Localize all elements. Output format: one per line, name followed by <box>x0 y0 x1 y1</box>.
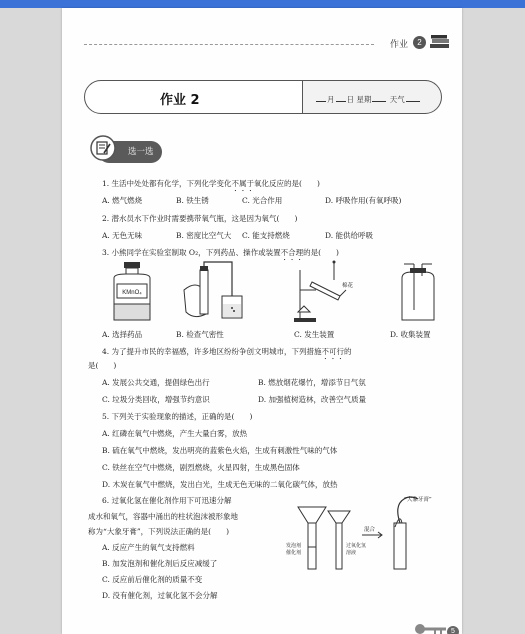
question-6-stem-line-1: 6. 过氧化氢在催化剂作用下可迅速分解 <box>102 496 232 505</box>
question-6-stem-line-3: 称为“大象牙膏”，下列说法正确的是( ) <box>88 527 230 536</box>
q4-option-c[interactable]: C. 垃圾分类回收，增强节约意识 <box>102 395 210 404</box>
question-4-stem-cont: 是( ) <box>88 361 117 370</box>
cotton-label: 棉花 <box>342 283 354 289</box>
weekday-label: 星期 <box>356 95 372 104</box>
month-label: 月 <box>327 95 335 104</box>
hydrogen-peroxide-label: 过氧化氢溶液 <box>346 543 367 556</box>
elephant-toothpaste-diagram <box>284 493 454 573</box>
q1-option-c[interactable]: C. 光合作用 <box>242 196 283 205</box>
q2-option-d[interactable]: D. 能供给呼吸 <box>325 231 374 240</box>
q1-option-b[interactable]: B. 铁生锈 <box>176 196 209 205</box>
question-5-stem: 5. 下列关于实验现象的描述，正确的是( ) <box>102 412 253 421</box>
q4-option-a[interactable]: A. 发展公共交通，提倡绿色出行 <box>102 378 210 387</box>
kmno4-label: KMnO₄ <box>122 290 142 296</box>
question-1-stem: 1. 生活中处处都有化学，下列化学变化不属于氧化反应的是( ) <box>102 179 320 188</box>
q5-option-c[interactable]: C. 铁丝在空气中燃烧，剧烈燃烧，火星四射，生成黑色固体 <box>102 463 300 472</box>
q6-option-d[interactable]: D. 没有催化剂，过氧化氢不会分解 <box>102 591 218 600</box>
q6-option-c[interactable]: C. 反应前后催化剂的质量不变 <box>102 575 203 584</box>
question-4-stem: 4. 为了提升市民的幸福感，许多地区纷纷争创文明城市，下列措施不可行的 <box>102 347 352 356</box>
q1-option-a[interactable]: A. 燃气燃烧 <box>102 196 143 205</box>
q2-option-a[interactable]: A. 无色无味 <box>102 231 143 240</box>
q3-option-d[interactable]: D. 收集装置 <box>390 330 431 339</box>
toothpaste-label: “大象牙膏” <box>404 497 432 503</box>
date-weather-box <box>302 80 442 114</box>
header-rule <box>84 44 374 45</box>
page-title: 作业 2 <box>160 93 200 108</box>
reagent-bottle-image <box>104 260 160 324</box>
q3-option-a[interactable]: A. 选择药品 <box>102 330 143 339</box>
key-icon <box>414 622 448 634</box>
worksheet-page <box>62 8 462 634</box>
q3-option-c[interactable]: C. 发生装置 <box>294 330 335 339</box>
notebook-pencil-icon <box>90 135 116 161</box>
q1-option-d[interactable]: D. 呼吸作用(有氧呼吸) <box>325 196 402 205</box>
gas-generation-apparatus-image <box>294 260 354 324</box>
section-badge-label: 选一选 <box>128 147 154 157</box>
foam-agent-label: 发泡剂催化剂 <box>286 543 302 556</box>
q4-option-b[interactable]: B. 燃放烟花爆竹，增添节日气氛 <box>258 378 366 387</box>
q3-option-b[interactable]: B. 检查气密性 <box>176 330 224 339</box>
q2-option-c[interactable]: C. 能支持燃烧 <box>242 231 290 240</box>
question-2-stem: 2. 潜水员水下作业时需要携带氧气瓶，这是因为氧气( ) <box>102 214 298 223</box>
header-label: 作业 <box>390 40 409 50</box>
q5-option-b[interactable]: B. 硫在氧气中燃烧，发出明亮的蓝紫色火焰，生成有刺激性气味的气体 <box>102 446 338 455</box>
mix-label: 混合 <box>364 527 376 533</box>
q6-option-b[interactable]: B. 加发泡剂和催化剂后反应减缓了 <box>102 559 218 568</box>
gas-collection-bottle-image <box>394 260 442 324</box>
q4-option-d[interactable]: D. 加强植树造林，改善空气质量 <box>258 395 367 404</box>
top-bar <box>0 0 525 8</box>
question-3-stem: 3. 小熊同学在实验室制取 O₂，下列药品、操作或装置不合理的是( ) <box>102 248 339 257</box>
q2-option-b[interactable]: B. 密度比空气大 <box>176 231 232 240</box>
question-6-stem-line-2: 成水和氧气，容器中涌出的柱状泡沫被形象地 <box>88 512 238 521</box>
header-number-badge: 2 <box>413 36 426 49</box>
weather-label: 天气 <box>389 95 405 104</box>
airtightness-check-image <box>176 260 252 324</box>
q5-option-d[interactable]: D. 木炭在氧气中燃烧，发出白光，生成无色无味的二氧化碳气体，放热 <box>102 480 338 489</box>
q5-option-a[interactable]: A. 红磷在氧气中燃烧，产生大量白雾，放热 <box>102 429 248 438</box>
books-icon <box>429 34 451 50</box>
q6-option-a[interactable]: A. 反应产生的氧气支持燃料 <box>102 543 195 552</box>
day-label: 日 <box>346 95 354 104</box>
page-number: 5 <box>447 626 459 634</box>
